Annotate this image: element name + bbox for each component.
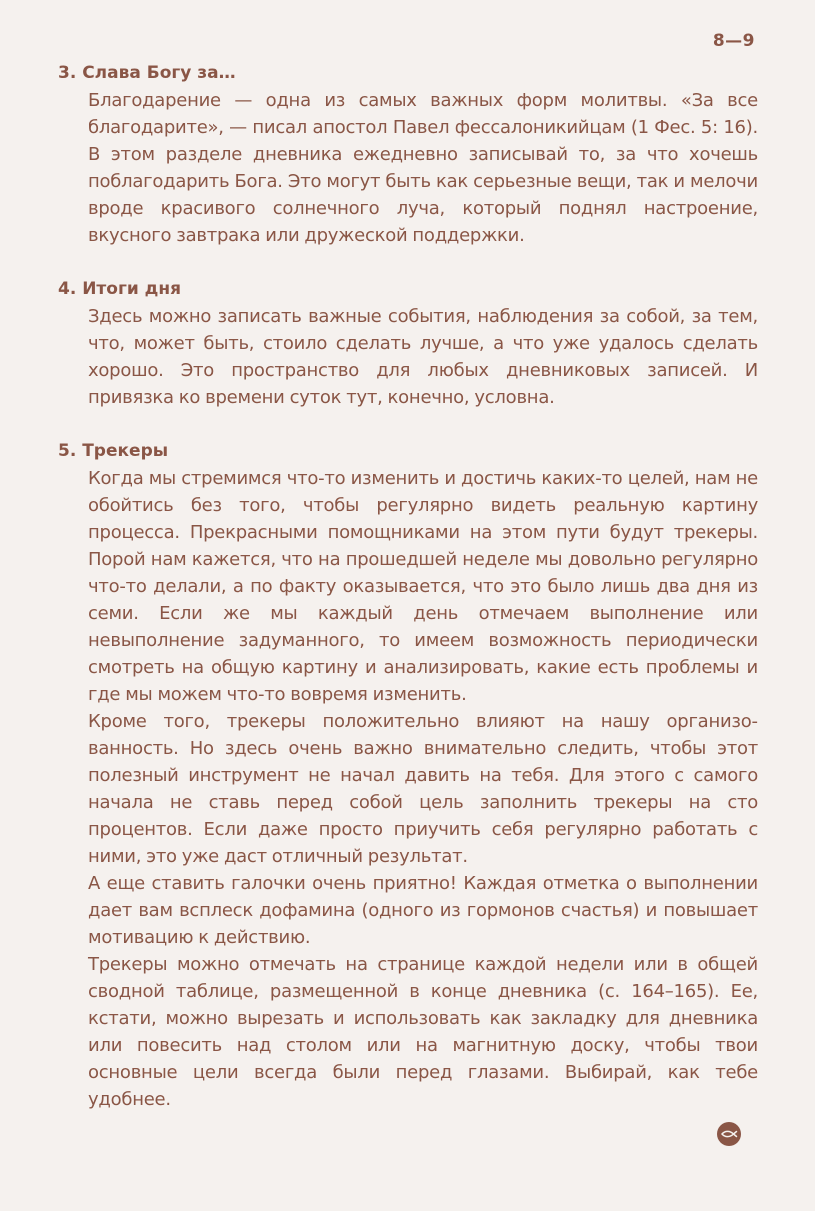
section-paragraph: А еще ставить галочки очень приятно! Каждая отметка о выполнении дает вам всплеск дофамина (одного из гормонов счастья) и повышает мотивацию к действию.	[88, 873, 758, 948]
section-day-summary	[58, 276, 758, 411]
fish-icon	[717, 1122, 741, 1146]
section-paragraph: Благодарение — одна из самых важных форм молитвы. «За все благодарите», — писал апостол Павел фессалоникийцам (1 Фес. 5: 16). В этом разделе дневника ежедневно записывай то, за что хочешь поблагодарить Бога. Это могут быть как серьезные вещи, так и мелочи вроде красивого солнечного луча, который поднял настроение, вкусного завтрака или дружеской поддержки.	[88, 90, 758, 246]
section-trackers	[58, 438, 758, 1113]
section-heading: 5. Трекеры	[58, 441, 169, 461]
section-heading: 4. Итоги дня	[58, 279, 182, 299]
page-number: 8—9	[712, 31, 755, 51]
page-content	[58, 60, 758, 1140]
section-paragraph: Когда мы стремимся что-то изменить и достичь каких-то целей, нам не обойтись без того, чтобы регулярно видеть реальную картину процесса. Прекрасными помощниками на этом пути будут трекеры. Порой нам кажется, что на прошедшей неделе мы довольно регулярно что-то делали, а по факту оказывается, что это было лишь два дня из семи. Если же мы каждый день отмечаем выполнение или невыполнение задуманного, то имеем возможность периодически смотреть на общую картину и анализировать, какие есть проблемы и где мы можем что-то вовремя изменить.	[88, 468, 758, 705]
section-paragraph: Трекеры можно отмечать на странице каждой недели или в общей сводной таблице, размещенной в конце дневника (с. 164–165). Ее, кстати, можно вырезать и использовать как закладку для дневника или повесить над столом или на магнитную доску, чтобы твои основные цели всегда были перед глазами. Выбирай, как тебе удобнее.	[88, 954, 758, 1110]
section-heading: 3. Слава Богу за…	[58, 63, 236, 83]
section-paragraph: Кроме того, трекеры положительно влияют на нашу организованность. Но здесь очень важно внимательно следить, чтобы этот полезный инструмент не начал давить на тебя. Для этого с самого начала не ставь перед собой цель заполнить трекеры на сто процентов. Если даже просто приучить себя регулярно работать с ними, это уже даст отличный результат.	[88, 711, 758, 867]
section-paragraph: Здесь можно записать важные события, наблюдения за собой, за тем, что, может быть, стоило сделать лучше, а что уже удалось сделать хорошо. Это пространство для любых дневниковых записей. И привязка ко времени суток тут, конечно, условна.	[88, 306, 758, 408]
section-gratitude	[58, 60, 758, 249]
